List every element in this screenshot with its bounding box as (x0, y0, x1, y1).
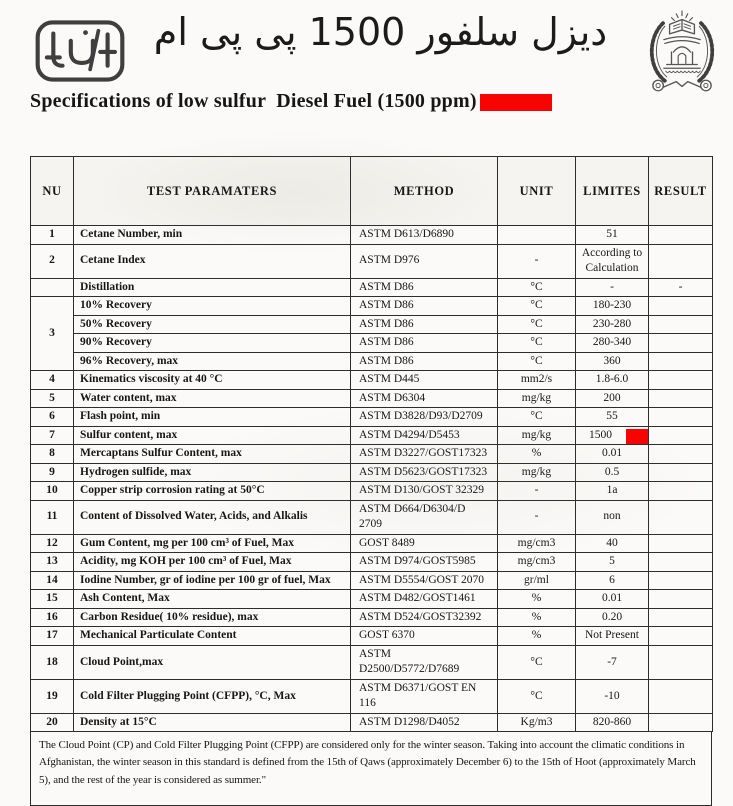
cell-unit: mg/cm3 (498, 534, 576, 553)
table-row (31, 408, 713, 427)
cell-test-parameter: Water content, max (74, 389, 351, 408)
cell-unit: % (498, 627, 576, 646)
cell-test-parameter: Kinematics viscosity at 40 °C (74, 371, 351, 390)
national-emblem-icon (643, 10, 721, 96)
cell-test-parameter: Ash Content, Max (74, 590, 351, 609)
cell-limit: 1.8-6.0 (576, 371, 649, 390)
col-header-limits: LIMITES (576, 157, 649, 226)
cell-test-parameter: Cetane Index (74, 244, 351, 278)
cell-method: ASTM D86 (351, 297, 498, 316)
cell-nu: 13 (31, 553, 74, 572)
cell-result (649, 713, 713, 732)
cell-nu: 4 (31, 371, 74, 390)
cell-result (649, 297, 713, 316)
cell-nu: 11 (31, 500, 74, 534)
cell-result (649, 500, 713, 534)
cell-method: ASTM D974/GOST5985 (351, 553, 498, 572)
cell-method: GOST 6370 (351, 627, 498, 646)
cell-unit: Kg/m3 (498, 713, 576, 732)
cell-test-parameter: Iodine Number, gr of iodine per 100 gr of fuel, Max (74, 571, 351, 590)
cell-result (649, 645, 713, 679)
table-row (31, 278, 713, 297)
cell-result (649, 315, 713, 334)
cell-unit: °C (498, 408, 576, 427)
cell-unit: gr/ml (498, 571, 576, 590)
cell-result (649, 553, 713, 572)
cell-nu: 14 (31, 571, 74, 590)
cell-unit: °C (498, 278, 576, 297)
cell-nu: 10 (31, 482, 74, 501)
table-row (31, 679, 713, 713)
english-title-row (30, 88, 733, 114)
cell-unit: - (498, 482, 576, 501)
cell-result (649, 371, 713, 390)
cell-result (649, 389, 713, 408)
cell-test-parameter: Carbon Residue( 10% residue), max (74, 608, 351, 627)
cell-unit: % (498, 590, 576, 609)
cell-nu: 19 (31, 679, 74, 713)
col-header-method: METHOD (351, 157, 498, 226)
cell-test-parameter: Cloud Point,max (74, 645, 351, 679)
cell-method: ASTM D86 (351, 315, 498, 334)
cell-method: ASTM D1298/D4052 (351, 713, 498, 732)
cell-result (649, 627, 713, 646)
cell-nu (31, 278, 74, 297)
cell-method: ASTM D6304 (351, 389, 498, 408)
cell-limit: Not Present (576, 627, 649, 646)
cell-method: ASTM D664/D6304/D 2709 (351, 500, 498, 534)
cell-method: ASTM D613/D6890 (351, 226, 498, 245)
cell-method: ASTM D482/GOST1461 (351, 590, 498, 609)
cell-limit: 51 (576, 226, 649, 245)
table-row (31, 297, 713, 316)
cell-test-parameter: Sulfur content, max (74, 426, 351, 445)
table-row (31, 334, 713, 353)
table-row (31, 226, 713, 245)
table-row (31, 426, 713, 445)
cell-unit: °C (498, 679, 576, 713)
document-header (0, 0, 733, 82)
cell-test-parameter: Cold Filter Plugging Point (CFPP), °C, Max (74, 679, 351, 713)
table-row (31, 553, 713, 572)
cell-nu: 12 (31, 534, 74, 553)
cell-test-parameter: Distillation (74, 278, 351, 297)
cell-unit: - (498, 244, 576, 278)
cell-result (649, 352, 713, 371)
table-row (31, 500, 713, 534)
table-row (31, 352, 713, 371)
cell-result (649, 608, 713, 627)
cell-method: GOST 8489 (351, 534, 498, 553)
cell-method: ASTM D130/GOST 32329 (351, 482, 498, 501)
winter-season-footnote: The Cloud Point (CP) and Cold Filter Plugging Point (CFPP) are considered only for the winter season. Taking into account the climatic conditions in Afghanistan, the winter season in this standard is defined from the 15th of Qaws (approximately December 6) to the 15th of Hoot (approximately March 5), and the rest of the year is considered as summer." (30, 732, 712, 805)
table-row (31, 571, 713, 590)
table-row (31, 627, 713, 646)
cell-method: ASTM D3227/GOST17323 (351, 445, 498, 464)
cell-unit: mg/kg (498, 426, 576, 445)
result-redaction-block (626, 429, 649, 445)
cell-limit: 40 (576, 534, 649, 553)
spec-table-body (31, 226, 713, 732)
cell-method: ASTM D445 (351, 371, 498, 390)
cell-test-parameter: 50% Recovery (74, 315, 351, 334)
cell-test-parameter: Flash point, min (74, 408, 351, 427)
cell-result (649, 571, 713, 590)
col-header-test-parameters: TEST PARAMATERS (74, 157, 351, 226)
table-row (31, 482, 713, 501)
cell-method: ASTM D6371/GOST EN 116 (351, 679, 498, 713)
table-row (31, 534, 713, 553)
cell-nu: 7 (31, 426, 74, 445)
afghanistan-national-emblem (637, 10, 723, 101)
table-row (31, 371, 713, 390)
cell-unit: mg/kg (498, 463, 576, 482)
cell-result (649, 426, 713, 445)
cell-result (649, 534, 713, 553)
cell-unit: - (498, 500, 576, 534)
cell-result (649, 590, 713, 609)
cell-unit: °C (498, 315, 576, 334)
spec-table (30, 156, 713, 732)
cell-method: ASTM D976 (351, 244, 498, 278)
cell-result (649, 463, 713, 482)
col-header-nu: NU (31, 157, 74, 226)
cell-method: ASTM D5554/GOST 2070 (351, 571, 498, 590)
cell-test-parameter: Cetane Number, min (74, 226, 351, 245)
page-title: Specifications of low sulfur Diesel Fuel (1500 ppm) (30, 89, 477, 112)
table-row (31, 389, 713, 408)
cell-test-parameter: Mechanical Particulate Content (74, 627, 351, 646)
table-row (31, 463, 713, 482)
cell-unit: °C (498, 297, 576, 316)
cell-unit: °C (498, 334, 576, 353)
cell-limit: - (576, 278, 649, 297)
cell-method: ASTM D2500/D5772/D7689 (351, 645, 498, 679)
cell-test-parameter: Density at 15°C (74, 713, 351, 732)
cell-nu: 9 (31, 463, 74, 482)
cell-limit: 0.5 (576, 463, 649, 482)
cell-nu: 5 (31, 389, 74, 408)
cell-limit: non (576, 500, 649, 534)
cell-method: ASTM D86 (351, 334, 498, 353)
cell-nu: 20 (31, 713, 74, 732)
cell-unit: mm2/s (498, 371, 576, 390)
title-redaction-block (480, 94, 552, 111)
cell-limit: 6 (576, 571, 649, 590)
cell-result (649, 482, 713, 501)
cell-limit: 1a (576, 482, 649, 501)
cell-nu: 1 (31, 226, 74, 245)
cell-nu: 16 (31, 608, 74, 627)
cell-limit: 180-230 (576, 297, 649, 316)
table-row (31, 445, 713, 464)
cell-method: ASTM D4294/D5453 (351, 426, 498, 445)
col-header-result: RESULT (649, 157, 713, 226)
cell-unit: mg/cm3 (498, 553, 576, 572)
cell-limit: 200 (576, 389, 649, 408)
cell-test-parameter: 10% Recovery (74, 297, 351, 316)
table-row (31, 590, 713, 609)
cell-method: ASTM D5623/GOST17323 (351, 463, 498, 482)
ansa-standards-logo (34, 10, 130, 89)
col-header-unit: UNIT (498, 157, 576, 226)
cell-limit: 0.01 (576, 445, 649, 464)
cell-result (649, 408, 713, 427)
cell-method: ASTM D86 (351, 278, 498, 297)
cell-test-parameter: 96% Recovery, max (74, 352, 351, 371)
cell-nu: 6 (31, 408, 74, 427)
cell-limit: 55 (576, 408, 649, 427)
cell-method: ASTM D86 (351, 352, 498, 371)
cell-method: ASTM D524/GOST32392 (351, 608, 498, 627)
ansa-logo-icon (34, 18, 126, 84)
cell-test-parameter: Content of Dissolved Water, Acids, and Alkalis (74, 500, 351, 534)
cell-unit: mg/kg (498, 389, 576, 408)
cell-method: ASTM D3828/D93/D2709 (351, 408, 498, 427)
table-row (31, 713, 713, 732)
cell-result (649, 244, 713, 278)
cell-nu: 18 (31, 645, 74, 679)
cell-unit: % (498, 445, 576, 464)
cell-test-parameter: 90% Recovery (74, 334, 351, 353)
cell-test-parameter: Copper strip corrosion rating at 50°C (74, 482, 351, 501)
cell-unit: % (498, 608, 576, 627)
arabic-title: ديزل سلفور 1500 پی پی ام (153, 10, 608, 54)
cell-result (649, 679, 713, 713)
table-row (31, 315, 713, 334)
cell-test-parameter: Gum Content, mg per 100 cm³ of Fuel, Max (74, 534, 351, 553)
cell-unit: °C (498, 645, 576, 679)
cell-nu: 2 (31, 244, 74, 278)
cell-result (649, 445, 713, 464)
cell-limit: 280-340 (576, 334, 649, 353)
cell-test-parameter: Hydrogen sulfide, max (74, 463, 351, 482)
cell-nu: 8 (31, 445, 74, 464)
table-row (31, 608, 713, 627)
cell-limit: -10 (576, 679, 649, 713)
cell-test-parameter: Acidity, mg KOH per 100 cm³ of Fuel, Max (74, 553, 351, 572)
table-row (31, 244, 713, 278)
cell-limit: According to Calculation (576, 244, 649, 278)
cell-nu: 17 (31, 627, 74, 646)
cell-test-parameter: Mercaptans Sulfur Content, max (74, 445, 351, 464)
table-row (31, 645, 713, 679)
cell-result: - (649, 278, 713, 297)
cell-result (649, 226, 713, 245)
cell-limit: 820-860 (576, 713, 649, 732)
cell-limit: 0.20 (576, 608, 649, 627)
cell-limit: 360 (576, 352, 649, 371)
spec-table-header (31, 157, 713, 226)
cell-unit (498, 226, 576, 245)
cell-nu: 3 (31, 297, 74, 371)
cell-limit: 5 (576, 553, 649, 572)
cell-limit: 1500 (576, 426, 649, 445)
cell-result (649, 334, 713, 353)
cell-limit: 230-280 (576, 315, 649, 334)
cell-unit: °C (498, 352, 576, 371)
cell-limit: -7 (576, 645, 649, 679)
cell-nu: 15 (31, 590, 74, 609)
cell-limit: 0.01 (576, 590, 649, 609)
